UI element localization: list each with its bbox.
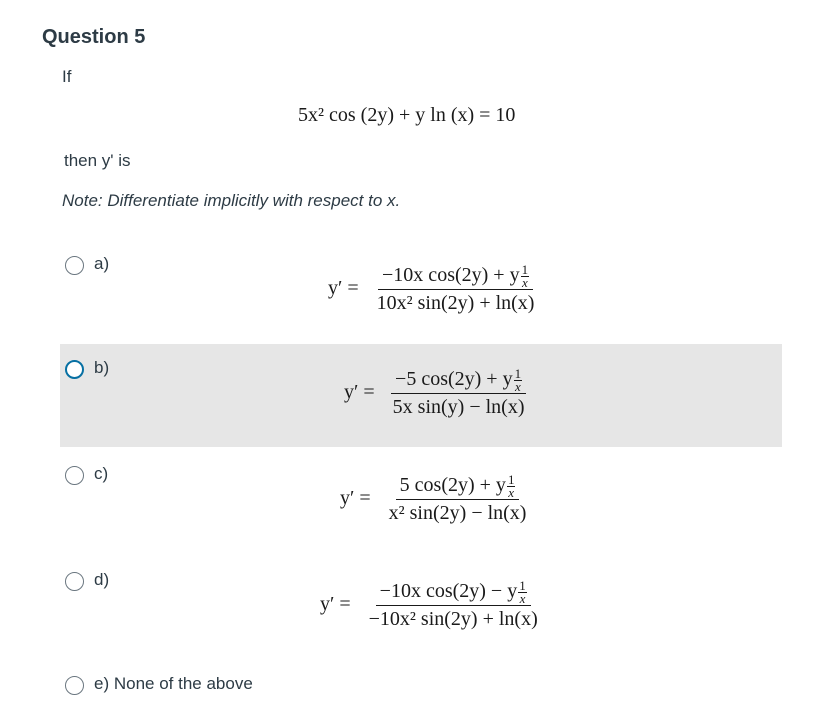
- option-label: c): [94, 464, 109, 483]
- radio-button-c[interactable]: [65, 466, 84, 485]
- answer-option-c[interactable]: [60, 460, 782, 563]
- numerator: −10x cos(2y) − y $\frac{1}{x}$: [376, 578, 531, 606]
- answer-option-b[interactable]: [60, 344, 782, 447]
- fraction: [385, 472, 531, 526]
- option-label: d): [94, 570, 110, 589]
- option-equation: [328, 262, 538, 316]
- denominator: 5x sin(y) − ln(x): [392, 395, 525, 418]
- question-title: Question 5: [42, 26, 146, 48]
- radio-button-e[interactable]: [65, 676, 84, 695]
- fraction: [365, 578, 542, 632]
- option-label: a): [94, 254, 110, 273]
- radio-button-d[interactable]: [65, 572, 84, 591]
- equation-lhs: y′ =: [328, 277, 359, 300]
- inline-fraction: $\frac{1}{x}$: [507, 471, 515, 500]
- if-label: If: [62, 67, 72, 86]
- numerator: −5 cos(2y) + y $\frac{1}{x}$: [391, 366, 526, 394]
- radio-button-b[interactable]: [65, 360, 84, 379]
- numerator: −10x cos(2y) + y $\frac{1}{x}$: [378, 262, 533, 290]
- answer-option-d[interactable]: [60, 566, 782, 669]
- option-label: b): [94, 358, 110, 377]
- equation-lhs: y′ =: [320, 593, 351, 616]
- denominator: x² sin(2y) − ln(x): [388, 501, 527, 524]
- inline-fraction: $\frac{1}{x}$: [514, 365, 522, 394]
- denominator: 10x² sin(2y) + ln(x): [376, 291, 535, 314]
- equation-lhs: y′ =: [344, 381, 375, 404]
- then-label: then y' is: [64, 151, 131, 170]
- radio-button-a[interactable]: [65, 256, 84, 275]
- denominator: −10x² sin(2y) + ln(x): [368, 607, 538, 630]
- inline-fraction: $\frac{1}{x}$: [519, 577, 526, 606]
- option-equation: [320, 578, 542, 632]
- fraction: [389, 366, 529, 420]
- inline-fraction: $\frac{1}{x}$: [521, 261, 529, 290]
- option-equation: [340, 472, 530, 526]
- fraction: [373, 262, 539, 316]
- numerator: 5 cos(2y) + y $\frac{1}{x}$: [396, 472, 520, 500]
- equation-lhs: y′ =: [340, 487, 371, 510]
- main-equation: 5x² cos (2y) + y ln (x) = 10: [298, 104, 516, 126]
- option-label: e) None of the above: [94, 674, 253, 693]
- answer-option-a[interactable]: [60, 250, 782, 353]
- option-equation: [344, 366, 528, 420]
- note-text: Note: Differentiate implicitly with respect to x.: [62, 191, 401, 210]
- answer-option-e[interactable]: [60, 672, 360, 702]
